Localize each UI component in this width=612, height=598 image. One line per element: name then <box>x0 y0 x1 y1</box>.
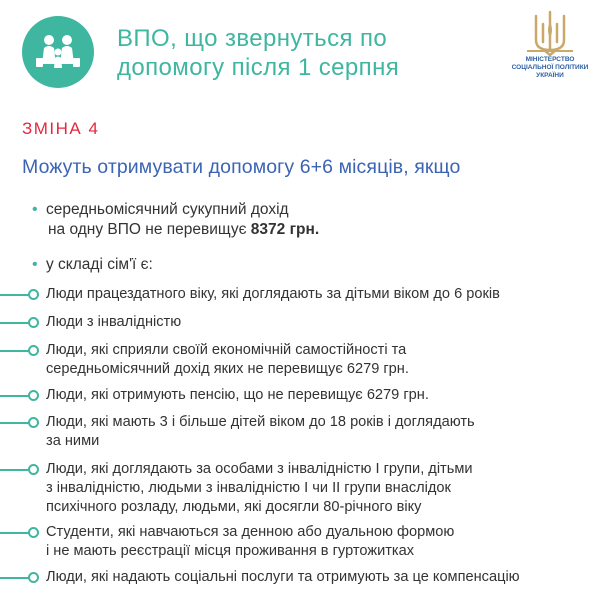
item-line-1: Люди, які сприяли своїй економічній самостійності та <box>46 342 407 358</box>
header <box>0 0 612 108</box>
connector-line <box>0 294 30 296</box>
item-text <box>46 460 473 517</box>
item-text <box>46 413 475 451</box>
item-line-1: Студенти, які навчаються за денною або дуальною формою <box>46 524 455 540</box>
node-circle <box>28 417 39 428</box>
connector-line <box>0 322 30 324</box>
bullet-dot: • <box>32 256 38 273</box>
connector-line <box>0 532 30 534</box>
item-line-2: і не мають реєстрації місця проживання в гуртожитках <box>46 543 415 559</box>
node-circle <box>28 317 39 328</box>
node-circle <box>28 527 39 538</box>
ministry-line-1: МІНІСТЕРСТВО <box>525 56 575 63</box>
headline: Можуть отримувати допомогу 6+6 місяців, якщо <box>22 156 461 178</box>
bullet-line-2-prefix: на одну ВПО не перевищує <box>48 221 251 238</box>
item-line-1: Люди, які отримують пенсію, що не перевищує 6279 грн. <box>46 387 429 403</box>
item-text <box>46 341 409 379</box>
item-line-1: Люди працездатного віку, які доглядають за дітьми віком до 6 років <box>46 286 500 302</box>
ministry-name <box>500 56 600 80</box>
bullet-income <box>32 200 452 244</box>
bullet-line-2 <box>46 220 319 240</box>
change-label: ЗМІНА 4 <box>22 119 100 138</box>
node-circle <box>28 572 39 583</box>
item-line-1: Люди з інвалідністю <box>46 314 182 330</box>
item-line-1: Люди, які мають 3 і більше дітей віком до 18 років і доглядають <box>46 414 475 430</box>
node-circle <box>28 464 39 475</box>
item-line-2: за ними <box>46 433 100 449</box>
item-text <box>46 568 520 587</box>
ministry-line-2: СОЦІАЛЬНОЇ ПОЛІТИКИ <box>511 64 589 71</box>
connector-line <box>0 350 30 352</box>
item-line-2: з інвалідністю, людьми з інвалідністю I чи II групи внаслідок <box>46 480 451 496</box>
title-line-2: допомогу після 1 серпня <box>117 54 400 81</box>
title-line-1: ВПО, що звернуться по <box>117 25 388 52</box>
connector-line <box>0 395 30 397</box>
bullet-dot: • <box>32 201 38 218</box>
connector-line <box>0 577 30 579</box>
item-text <box>46 313 181 332</box>
income-limit: 8372 грн. <box>250 221 320 238</box>
item-line-2: середньомісячний дохід яких не перевищує 6279 грн. <box>46 361 409 377</box>
bullet-line-1: середньомісячний сукупний дохід <box>46 201 289 218</box>
item-text <box>46 285 500 304</box>
item-line-3: психічного розладу, людьми, які досягли 80-річного віку <box>46 499 422 515</box>
node-circle <box>28 390 39 401</box>
ministry-logo <box>500 10 600 80</box>
bullet-text: у складі сім'ї є: <box>46 256 153 273</box>
bullet-family <box>32 255 232 277</box>
trident-icon <box>526 10 574 56</box>
item-line-1: Люди, які доглядають за особами з інвалідністю I групи, дітьми <box>46 461 473 477</box>
page-title <box>117 24 477 82</box>
bullet-text <box>46 200 319 240</box>
connector-line <box>0 422 30 424</box>
connector-line <box>0 469 30 471</box>
item-text <box>46 386 429 405</box>
item-text <box>46 523 454 561</box>
family-icon <box>22 16 94 88</box>
ministry-line-3: УКРАЇНИ <box>536 72 564 79</box>
node-circle <box>28 345 39 356</box>
node-circle <box>28 289 39 300</box>
item-line-1: Люди, які надають соціальні послуги та отримують за це компенсацію <box>46 569 520 585</box>
